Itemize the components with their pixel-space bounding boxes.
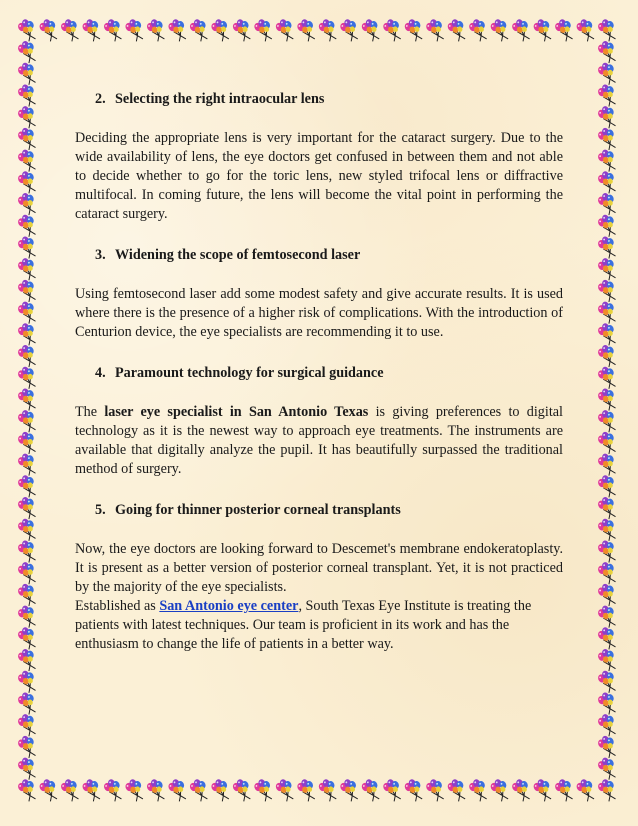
balloon-bouquet-icon	[489, 17, 511, 43]
balloon-bouquet-icon	[360, 777, 382, 803]
section-title: Paramount technology for surgical guidance	[115, 365, 384, 381]
balloon-bouquet-icon	[81, 777, 103, 803]
balloon-bouquet-icon	[596, 278, 618, 304]
balloon-bouquet-icon	[381, 17, 403, 43]
section-heading-3	[95, 246, 563, 265]
balloon-bouquet-icon	[596, 625, 618, 651]
balloon-bouquet-icon	[16, 668, 38, 694]
balloon-bouquet-icon	[16, 343, 38, 369]
balloon-bouquet-icon	[596, 60, 618, 86]
balloon-bouquet-icon	[575, 777, 597, 803]
balloon-bouquet-icon	[16, 495, 38, 521]
balloon-bouquet-icon	[16, 777, 38, 803]
balloon-bouquet-icon	[16, 430, 38, 456]
balloon-bouquet-icon	[145, 777, 167, 803]
balloon-bouquet-icon	[596, 82, 618, 108]
section-paragraph-5: Now, the eye doctors are looking forward to Descemet's membrane endokeratoplasty. It is present as a better version of posterior corneal transplant. Yet, it is not practiced by the majority of the eye specialists.	[75, 541, 563, 595]
section-paragraph-2: Deciding the appropriate lens is very important for the cataract surgery. Due to the wide availability of lens, the eye doctors get confused in between them and not able to decide whether to go for the toric lens, new styled trifocal lens or diffractive multifocal. In coming future, the lens will become the vital point in performing the cataract surgery.	[75, 130, 563, 222]
balloon-bouquet-icon	[596, 169, 618, 195]
balloon-bouquet-icon	[424, 777, 446, 803]
section-number: 5.	[95, 502, 106, 518]
balloon-bouquet-icon	[596, 17, 618, 43]
balloon-bouquet-icon	[16, 625, 38, 651]
balloon-bouquet-icon	[596, 734, 618, 760]
balloon-bouquet-icon	[231, 777, 253, 803]
balloon-bouquet-icon	[253, 17, 275, 43]
section-heading-2	[95, 90, 563, 109]
balloon-bouquet-icon	[16, 169, 38, 195]
balloon-bouquet-icon	[124, 17, 146, 43]
balloon-bouquet-icon	[16, 82, 38, 108]
balloon-bouquet-icon	[510, 17, 532, 43]
balloon-bouquet-icon	[467, 17, 489, 43]
section-number: 4.	[95, 365, 106, 381]
balloon-bouquet-icon	[210, 17, 232, 43]
balloon-bouquet-icon	[16, 647, 38, 673]
section-heading-4	[95, 364, 563, 383]
balloon-bouquet-icon	[510, 777, 532, 803]
balloon-bouquet-icon	[596, 343, 618, 369]
balloon-bouquet-icon	[596, 495, 618, 521]
balloon-bouquet-icon	[403, 777, 425, 803]
balloon-bouquet-icon	[188, 17, 210, 43]
section-paragraph-3: Using femtosecond laser add some modest safety and give accurate results. It is used where there is the presence of a higher risk of complications. With the introduction of Centurion device, the eye specialists are recommending it to use.	[75, 286, 563, 340]
balloon-bouquet-icon	[596, 668, 618, 694]
balloon-bouquet-icon	[124, 777, 146, 803]
balloon-bouquet-icon	[16, 256, 38, 282]
balloon-bouquet-icon	[253, 777, 275, 803]
balloon-bouquet-icon	[231, 17, 253, 43]
balloon-bouquet-icon	[317, 777, 339, 803]
balloon-bouquet-icon	[38, 777, 60, 803]
balloon-bouquet-icon	[16, 126, 38, 152]
balloon-bouquet-icon	[296, 17, 318, 43]
balloon-bouquet-icon	[16, 538, 38, 564]
balloon-bouquet-icon	[16, 17, 38, 43]
balloon-bouquet-icon	[403, 17, 425, 43]
san-antonio-eye-center-link[interactable]: San Antonio eye center	[159, 598, 299, 614]
balloon-bouquet-icon	[424, 17, 446, 43]
balloon-bouquet-icon	[596, 582, 618, 608]
document-body	[75, 90, 563, 654]
balloon-bouquet-icon	[102, 17, 124, 43]
balloon-bouquet-icon	[467, 777, 489, 803]
balloon-bouquet-icon	[16, 734, 38, 760]
section-title: Selecting the right intraocular lens	[115, 91, 325, 107]
balloon-bouquet-icon	[317, 17, 339, 43]
balloon-bouquet-icon	[596, 191, 618, 217]
balloon-bouquet-icon	[596, 560, 618, 586]
balloon-bouquet-icon	[596, 777, 618, 803]
balloon-bouquet-icon	[274, 777, 296, 803]
balloon-bouquet-icon	[102, 777, 124, 803]
balloon-bouquet-icon	[188, 777, 210, 803]
balloon-bouquet-icon	[489, 777, 511, 803]
balloon-bouquet-icon	[596, 299, 618, 325]
balloon-bouquet-icon	[16, 60, 38, 86]
balloon-bouquet-icon	[296, 777, 318, 803]
section-heading-5	[95, 501, 563, 520]
paragraph-text: The	[75, 404, 105, 420]
balloon-bouquet-icon	[16, 104, 38, 130]
balloon-bouquet-icon	[596, 104, 618, 130]
balloon-bouquet-icon	[16, 39, 38, 65]
balloon-bouquet-icon	[596, 256, 618, 282]
balloon-bouquet-icon	[16, 516, 38, 542]
balloon-bouquet-icon	[16, 690, 38, 716]
balloon-bouquet-icon	[16, 147, 38, 173]
keyword-emphasis: laser eye specialist in San Antonio Texas	[104, 404, 369, 420]
paragraph-text: is giving preferences to digital technology as it is the newest way to approach eye treatments. The instruments are available that digitally analyze the pupil. It has beautifully surpassed the traditional method of surgery.	[75, 404, 564, 477]
balloon-bouquet-icon	[16, 451, 38, 477]
balloon-bouquet-icon	[274, 17, 296, 43]
balloon-bouquet-icon	[16, 473, 38, 499]
section-number: 3.	[95, 247, 106, 263]
balloon-bouquet-icon	[16, 278, 38, 304]
balloon-bouquet-icon	[596, 538, 618, 564]
balloon-bouquet-icon	[59, 17, 81, 43]
balloon-bouquet-icon	[596, 39, 618, 65]
balloon-bouquet-icon	[596, 321, 618, 347]
balloon-bouquet-icon	[596, 408, 618, 434]
balloon-bouquet-icon	[596, 147, 618, 173]
balloon-bouquet-icon	[596, 755, 618, 781]
balloon-bouquet-icon	[446, 17, 468, 43]
balloon-bouquet-icon	[16, 408, 38, 434]
balloon-bouquet-icon	[167, 17, 189, 43]
balloon-bouquet-icon	[553, 777, 575, 803]
balloon-bouquet-icon	[575, 17, 597, 43]
balloon-bouquet-icon	[381, 777, 403, 803]
balloon-bouquet-icon	[360, 17, 382, 43]
balloon-bouquet-icon	[167, 777, 189, 803]
balloon-bouquet-icon	[210, 777, 232, 803]
section-title: Going for thinner posterior corneal transplants	[115, 502, 401, 518]
section-paragraph-4	[75, 403, 563, 479]
section-number: 2.	[95, 91, 106, 107]
balloon-bouquet-icon	[16, 234, 38, 260]
balloon-bouquet-icon	[59, 777, 81, 803]
balloon-bouquet-icon	[38, 17, 60, 43]
section-title: Widening the scope of femtosecond laser	[115, 247, 361, 263]
balloon-bouquet-icon	[16, 299, 38, 325]
balloon-bouquet-icon	[596, 451, 618, 477]
balloon-bouquet-icon	[596, 212, 618, 238]
balloon-bouquet-icon	[596, 126, 618, 152]
section-paragraph-5b	[75, 597, 563, 654]
balloon-bouquet-icon	[16, 364, 38, 390]
balloon-bouquet-icon	[16, 755, 38, 781]
balloon-bouquet-icon	[338, 17, 360, 43]
balloon-bouquet-icon	[81, 17, 103, 43]
balloon-bouquet-icon	[596, 516, 618, 542]
balloon-bouquet-icon	[596, 647, 618, 673]
balloon-bouquet-icon	[16, 560, 38, 586]
paragraph-text: , South Texas Eye Institute is treating the patients with latest techniques. Our team is proficient in its work and has the enthusiasm to change the life of patients in a better way.	[75, 598, 532, 652]
balloon-bouquet-icon	[596, 364, 618, 390]
balloon-bouquet-icon	[596, 473, 618, 499]
balloon-bouquet-icon	[596, 234, 618, 260]
balloon-bouquet-icon	[16, 321, 38, 347]
balloon-bouquet-icon	[338, 777, 360, 803]
balloon-bouquet-icon	[16, 191, 38, 217]
balloon-bouquet-icon	[596, 690, 618, 716]
balloon-bouquet-icon	[145, 17, 167, 43]
balloon-bouquet-icon	[596, 603, 618, 629]
balloon-bouquet-icon	[16, 212, 38, 238]
balloon-bouquet-icon	[16, 386, 38, 412]
balloon-bouquet-icon	[446, 777, 468, 803]
balloon-bouquet-icon	[16, 603, 38, 629]
balloon-bouquet-icon	[596, 430, 618, 456]
balloon-bouquet-icon	[16, 582, 38, 608]
balloon-bouquet-icon	[596, 386, 618, 412]
paragraph-text: Established as	[75, 598, 160, 614]
balloon-bouquet-icon	[596, 712, 618, 738]
balloon-bouquet-icon	[553, 17, 575, 43]
balloon-bouquet-icon	[532, 17, 554, 43]
balloon-bouquet-icon	[532, 777, 554, 803]
balloon-bouquet-icon	[16, 712, 38, 738]
